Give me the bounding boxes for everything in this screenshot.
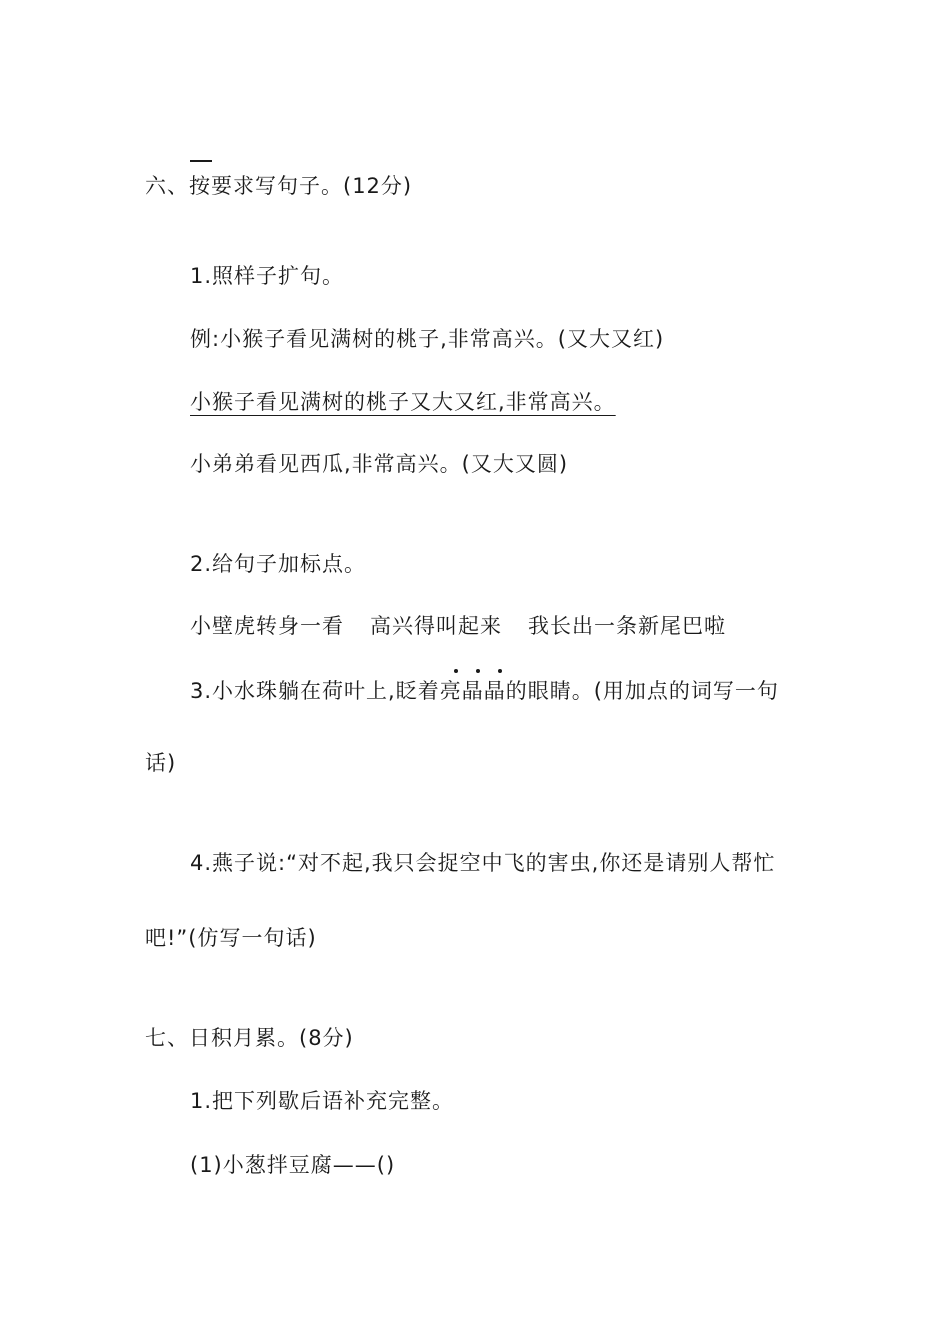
q1-task-sentence: 小弟弟看见西瓜,非常高兴。(又大又圆) bbox=[190, 452, 569, 476]
q4-line-2: 吧!”(仿写一句话) bbox=[145, 926, 317, 950]
s7-q1-item-1: (1)小葱拌豆腐——() bbox=[190, 1153, 396, 1177]
s7-q1-label: 1.把下列歇后语补充完整。 bbox=[190, 1089, 455, 1113]
top-dash-mark bbox=[190, 160, 212, 162]
q2-part-1: 小壁虎转身一看 bbox=[190, 614, 344, 638]
q1-example: 例:小猴子看见满树的桃子,非常高兴。(又大又红) bbox=[190, 327, 665, 351]
q3-line-1: 3.小水珠躺在荷叶上,眨着亮晶晶的眼睛。(用加点的词写一句 bbox=[190, 679, 779, 703]
q2-label: 2.给句子加标点。 bbox=[190, 552, 367, 576]
q4-line-1: 4.燕子说:“对不起,我只会捉空中飞的害虫,你还是请别人帮忙 bbox=[190, 851, 776, 875]
q2-part-2: 高兴得叫起来 bbox=[370, 614, 502, 638]
section-six-title: 六、按要求写句子。(12分) bbox=[145, 174, 413, 198]
q1-label: 1.照样子扩句。 bbox=[190, 264, 345, 288]
q1-example-answer: 小猴子看见满树的桃子又大又红,非常高兴。 bbox=[190, 390, 616, 414]
section-seven-title: 七、日积月累。(8分) bbox=[145, 1026, 354, 1050]
q3-line-2: 话) bbox=[145, 751, 177, 775]
emphasis-dot bbox=[476, 669, 480, 673]
q2-sentence bbox=[190, 612, 726, 640]
q2-part-3: 我长出一条新尾巴啦 bbox=[528, 614, 726, 638]
emphasis-dot bbox=[498, 669, 502, 673]
emphasis-dot bbox=[454, 669, 458, 673]
